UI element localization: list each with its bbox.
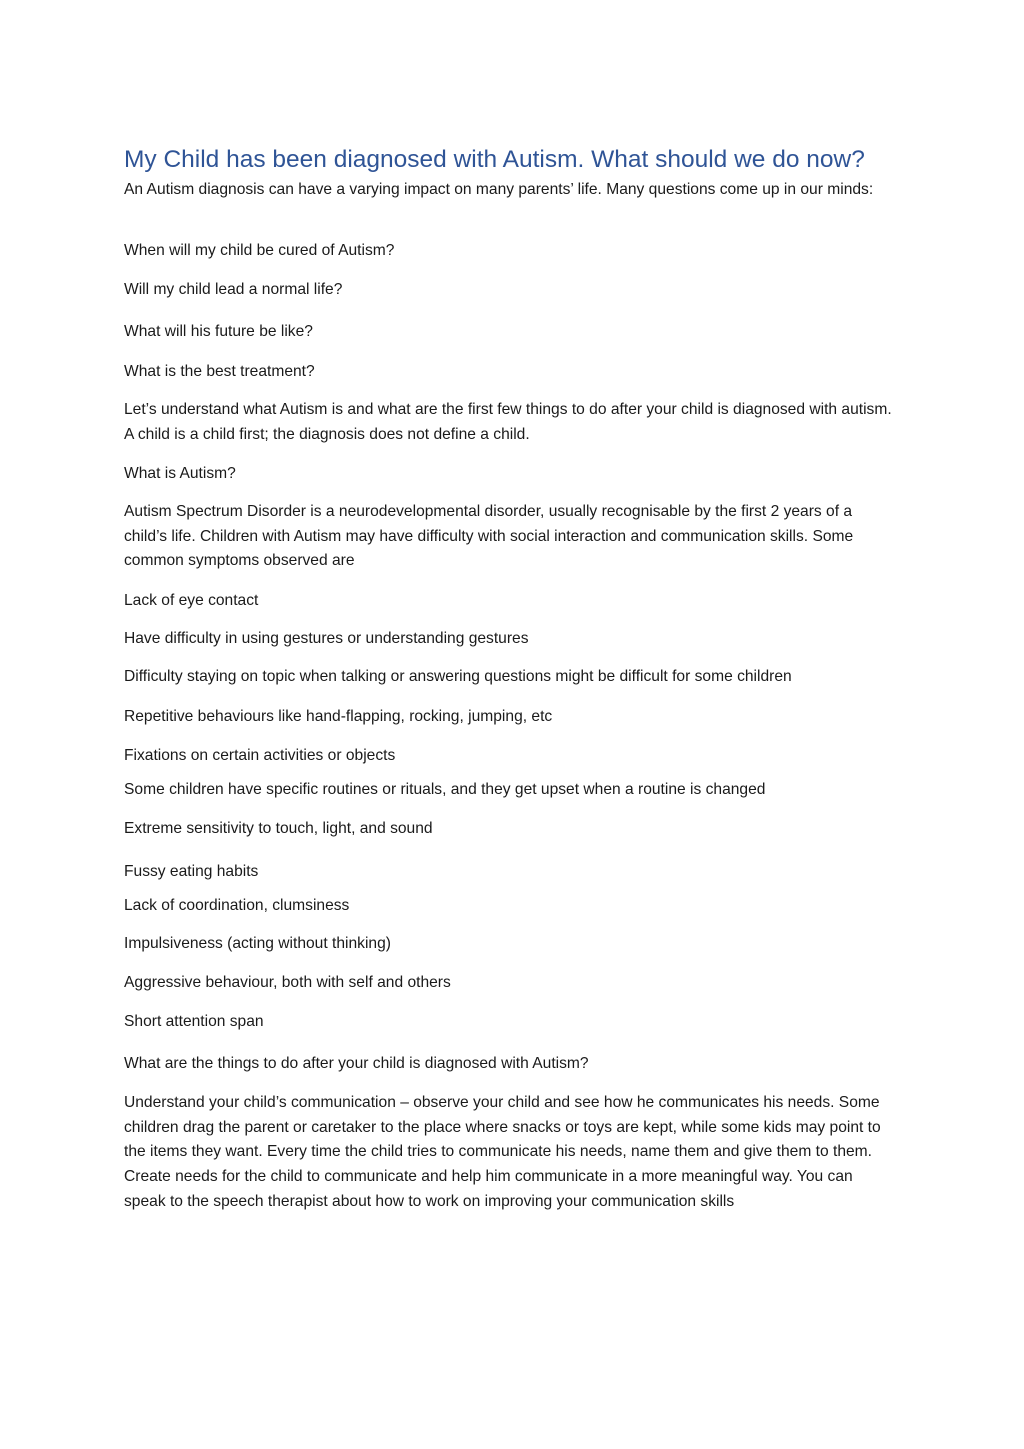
symptom-item: Have difficulty in using gestures or understanding gestures — [124, 630, 529, 647]
understand-paragraph: Let’s understand what Autism is and what are the first few things to do after your child is diagnosed with autism. A child is a child first; the diagnosis does not define a child. — [124, 401, 892, 443]
symptom-item: Difficulty staying on topic when talking or answering questions might be difficult for some children — [124, 668, 792, 685]
communication-paragraph: Understand your child’s communication – observe your child and see how he communicates his needs. Some children drag the parent or caretaker to the place where snacks or toys are kept, while some kids may point to the items they want. Every time the child tries to communicate his needs, name them and give them to them. Create needs for the child to communicate and help him communicate in a more meaningful way. You can speak to the speech therapist about how to work on improving your communication skills — [124, 1094, 881, 1210]
definition-paragraph: Autism Spectrum Disorder is a neurodevelopmental disorder, usually recognisable by the first 2 years of a child’s life. Children with Autism may have difficulty with social interaction and communication skills. Some common symptoms observed are — [124, 503, 854, 570]
symptom-item: Fixations on certain activities or objects — [124, 747, 396, 764]
symptom-item: Aggressive behaviour, both with self and others — [124, 974, 451, 991]
symptom-item: Lack of coordination, clumsiness — [124, 897, 350, 914]
symptom-item: Lack of eye contact — [124, 592, 259, 609]
symptom-item: Extreme sensitivity to touch, light, and sound — [124, 820, 433, 837]
question-item: What is the best treatment? — [124, 363, 315, 380]
symptom-item: Some children have specific routines or rituals, and they get upset when a routine is changed — [124, 781, 766, 798]
question-item: What will his future be like? — [124, 323, 313, 340]
page-title: My Child has been diagnosed with Autism. What should we do now? — [124, 146, 865, 173]
symptom-item: Short attention span — [124, 1013, 264, 1030]
question-item: When will my child be cured of Autism? — [124, 242, 395, 259]
symptom-item: Fussy eating habits — [124, 863, 259, 880]
symptom-item: Repetitive behaviours like hand-flapping, rocking, jumping, etc — [124, 708, 553, 725]
intro-paragraph: An Autism diagnosis can have a varying impact on many parents’ life. Many questions come up in our minds: — [124, 181, 874, 198]
section-heading-what-is-autism: What is Autism? — [124, 465, 236, 482]
symptom-item: Impulsiveness (acting without thinking) — [124, 935, 391, 952]
section-heading-things-to-do: What are the things to do after your child is diagnosed with Autism? — [124, 1055, 589, 1072]
question-item: Will my child lead a normal life? — [124, 281, 343, 298]
